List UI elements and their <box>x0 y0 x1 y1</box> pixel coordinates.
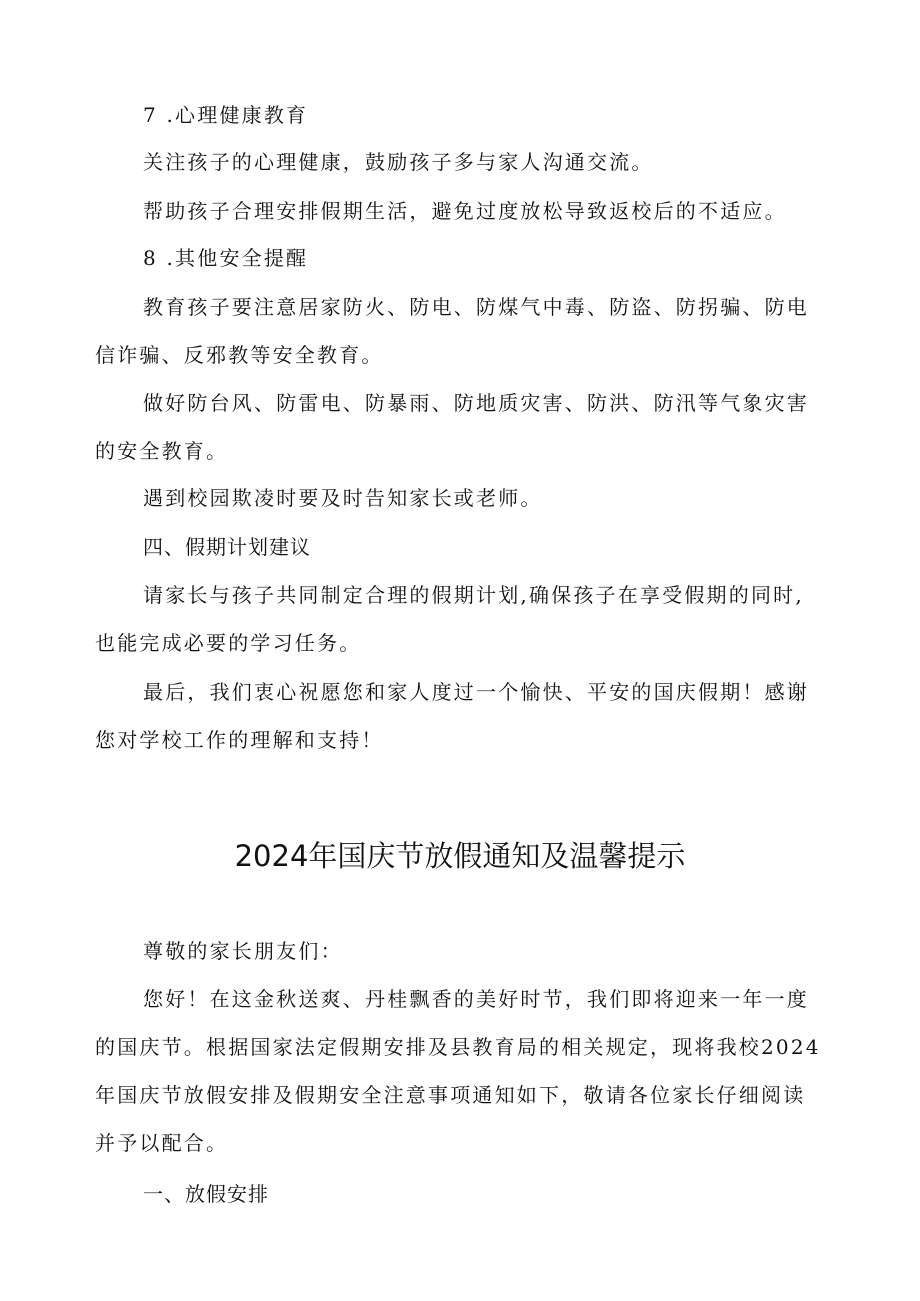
paragraph-continuation: 的安全教育。 <box>95 439 229 463</box>
paragraph: 教育孩子要注意居家防火、防电、防煤气中毒、防盗、防拐骗、防电 <box>143 295 809 319</box>
paragraph-continuation: 信诈骗、反邪教等安全教育。 <box>95 343 384 367</box>
section-7-heading: 7 .心理健康教育 <box>143 103 309 127</box>
paragraph: 做好防台风、防雷电、防暴雨、防地质灾害、防洪、防汛等气象灾害 <box>143 391 809 415</box>
paragraph-continuation: 年国庆节放假安排及假期安全注意事项通知如下，敬请各位家长仔细阅读 <box>95 1083 806 1107</box>
salutation: 尊敬的家长朋友们： <box>143 939 343 963</box>
section-4-heading: 四、假期计划建议 <box>143 535 311 559</box>
section-8-heading: 8 .其他安全提醒 <box>143 246 309 270</box>
paragraph: 请家长与孩子共同制定合理的假期计划,确保孩子在享受假期的同时, <box>143 583 804 607</box>
paragraph: 遇到校园欺凌时要及时告知家长或老师。 <box>143 486 543 510</box>
paragraph-continuation: 也能完成必要的学习任务。 <box>95 631 362 655</box>
paragraph-continuation: 并予以配合。 <box>95 1131 229 1155</box>
document-title: 2024年国庆节放假通知及温馨提示 <box>234 839 686 873</box>
paragraph: 最后，我们衷心祝愿您和家人度过一个愉快、平安的国庆假期！感谢 <box>143 680 809 704</box>
paragraph-continuation: 您对学校工作的理解和支持！ <box>95 728 384 752</box>
paragraph: 您好！在这金秋送爽、丹桂飘香的美好时节，我们即将迎来一年一度 <box>143 987 809 1011</box>
paragraph-continuation: 的国庆节。根据国家法定假期安排及县教育局的相关规定，现将我校2024 <box>95 1035 821 1059</box>
section-1-heading: 一、放假安排 <box>143 1182 269 1206</box>
paragraph: 关注孩子的心理健康，鼓励孩子多与家人沟通交流。 <box>143 150 654 174</box>
paragraph: 帮助孩子合理安排假期生活，避免过度放松导致返校后的不适应。 <box>143 199 787 223</box>
